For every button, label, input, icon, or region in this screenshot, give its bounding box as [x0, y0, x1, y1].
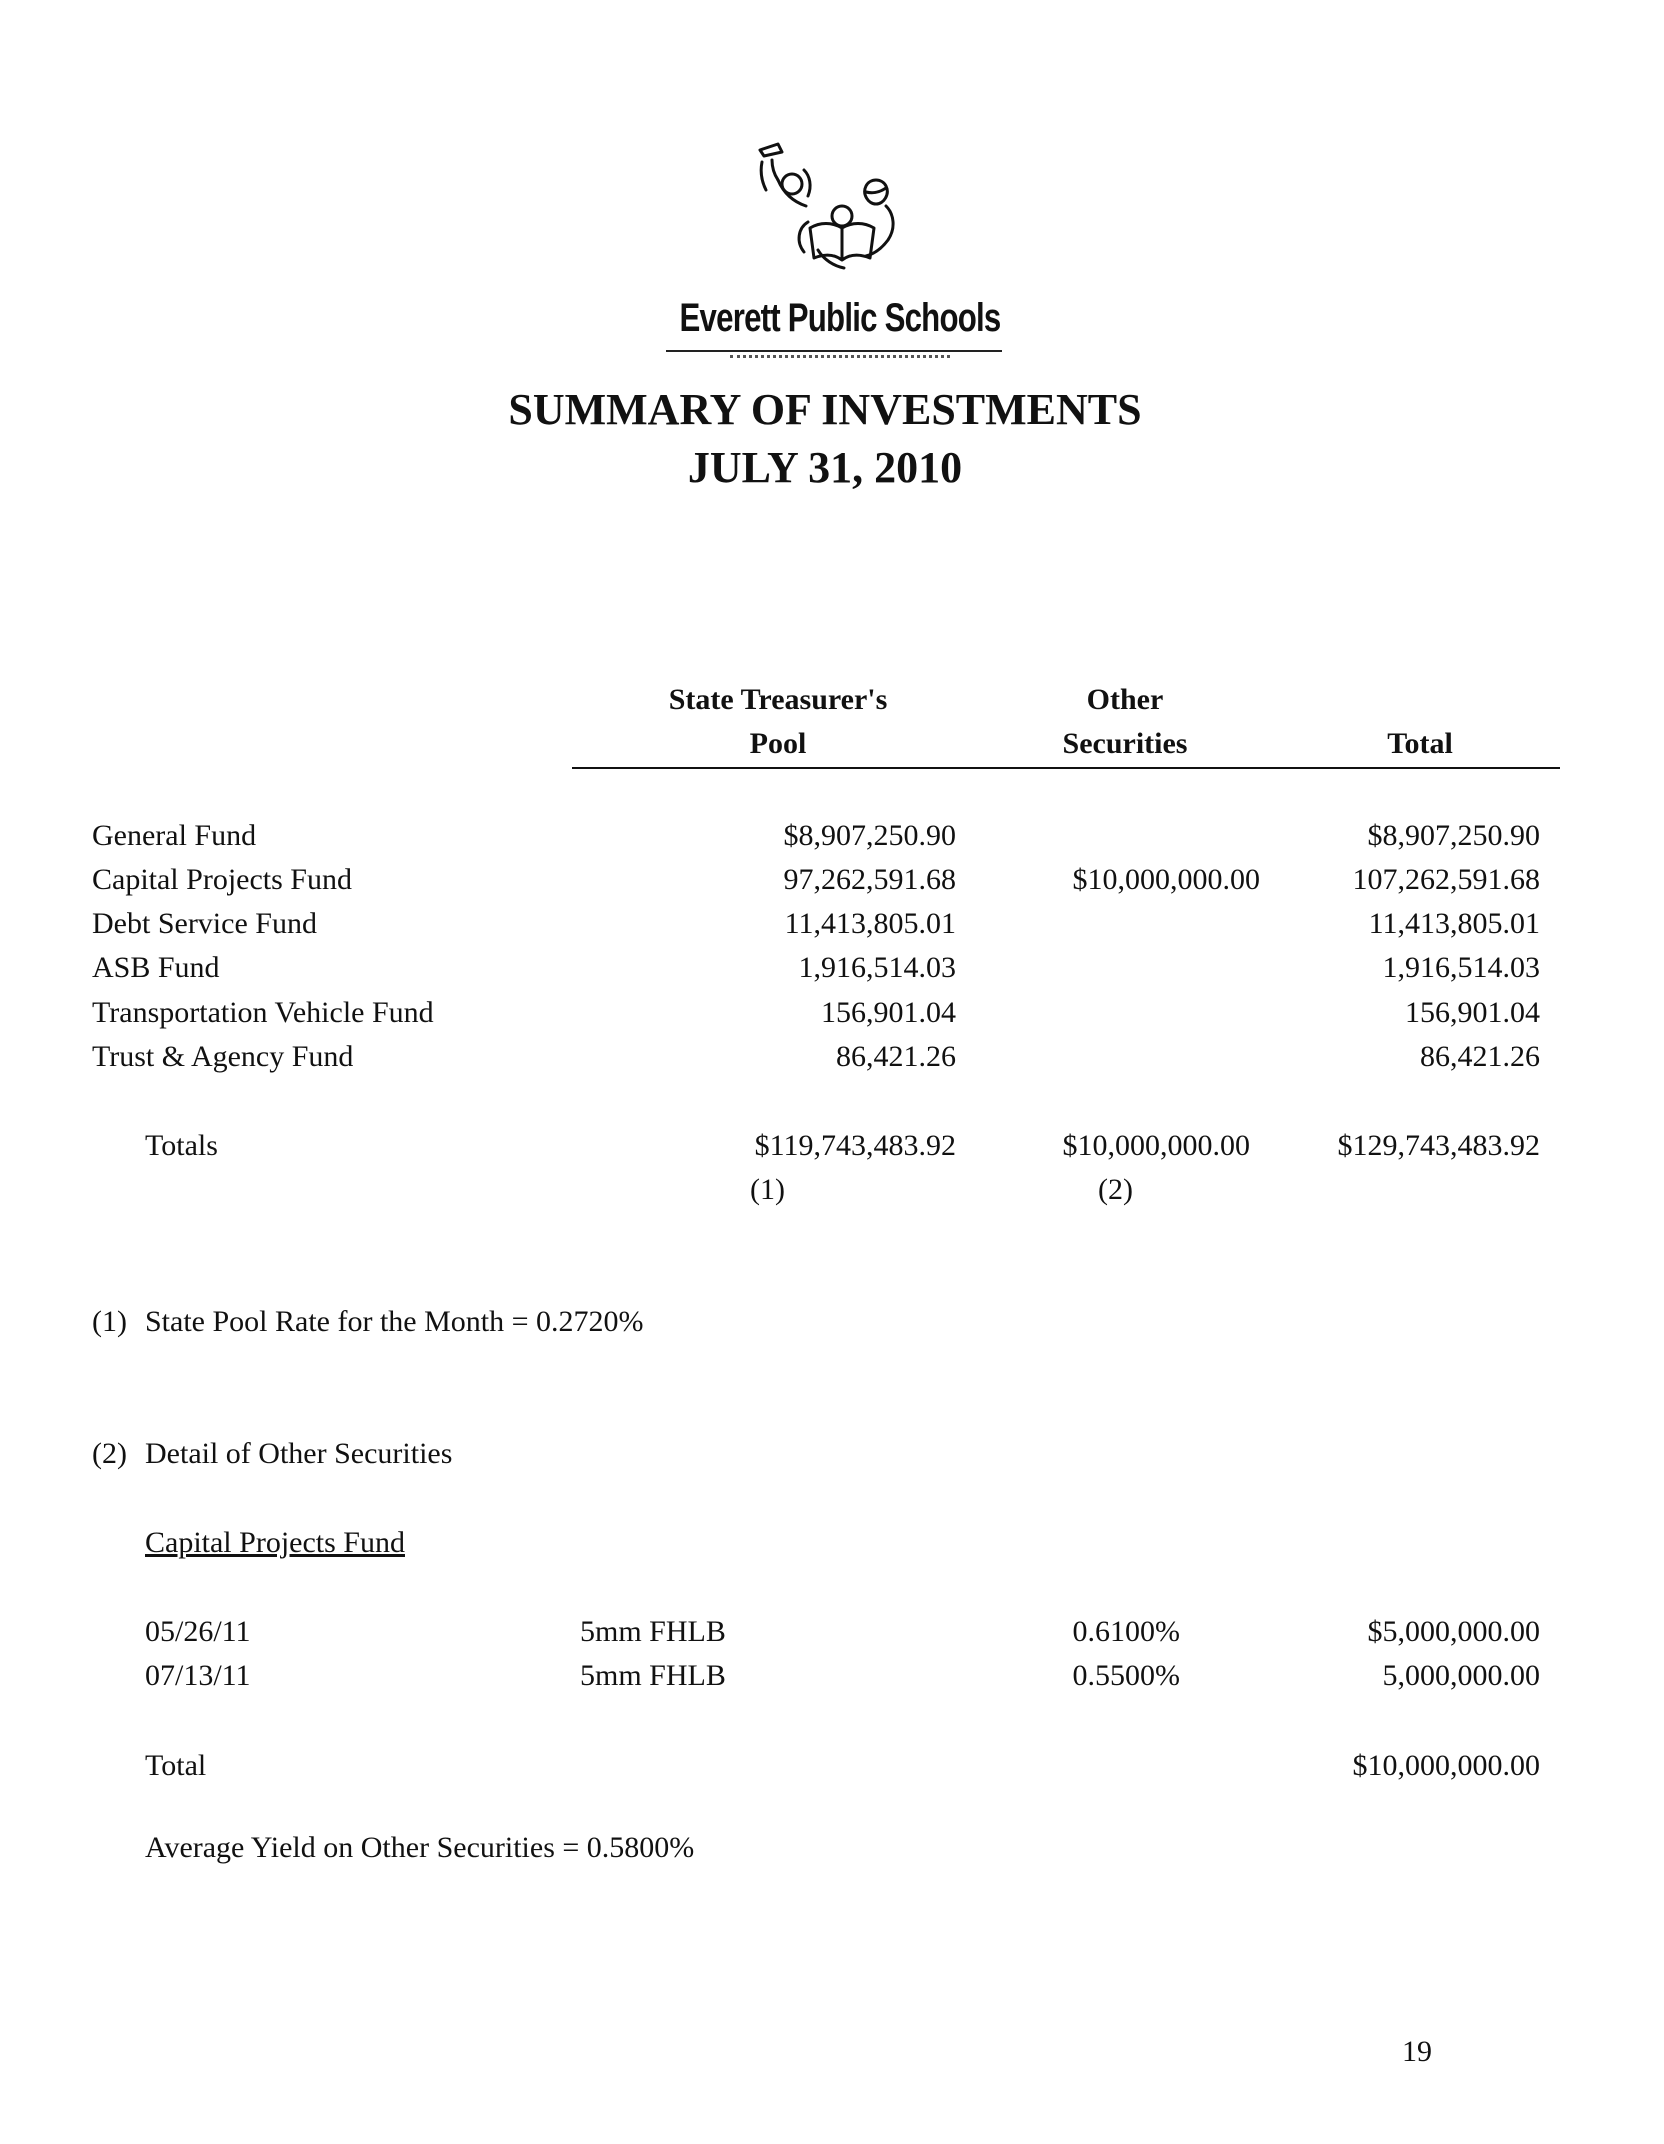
note-2-marker: (2)	[92, 1437, 127, 1470]
note-1-marker: (1)	[92, 1305, 127, 1338]
total-amount: 86,421.26	[1420, 1040, 1540, 1073]
table-row	[0, 946, 1664, 990]
pool-amount: 97,262,591.68	[783, 863, 956, 896]
detail-row	[0, 1610, 1664, 1654]
totals-label: Totals	[145, 1129, 218, 1162]
average-yield-row	[0, 1826, 1664, 1870]
totals-row	[0, 1124, 1664, 1168]
organization-underline-dotted	[730, 355, 950, 358]
pool-amount: 156,901.04	[821, 996, 956, 1029]
detail-heading: Capital Projects Fund	[145, 1526, 405, 1559]
column-header-other-line1: Other	[1086, 683, 1164, 716]
total-amount: 1,916,514.03	[1382, 951, 1540, 984]
total-amount: $8,907,250.90	[1367, 819, 1540, 852]
column-header-total	[1330, 678, 1510, 766]
document-date: JULY 31, 2010	[687, 443, 963, 492]
table-row	[0, 814, 1664, 858]
fund-name: Capital Projects Fund	[92, 863, 352, 896]
average-yield: Average Yield on Other Securities = 0.5800%	[145, 1831, 695, 1864]
column-header-pool-line2: Pool	[749, 727, 807, 760]
totals-total: $129,743,483.92	[1337, 1129, 1540, 1162]
organization-underline	[666, 350, 1002, 352]
detail-date: 05/26/11	[145, 1615, 251, 1648]
detail-total-label: Total	[145, 1749, 207, 1782]
pool-amount: 86,421.26	[836, 1040, 956, 1073]
column-header-other-line2: Securities	[1062, 727, 1188, 760]
pool-amount: $8,907,250.90	[783, 819, 956, 852]
detail-amount: 5,000,000.00	[1382, 1659, 1540, 1692]
detail-description: 5mm FHLB	[580, 1659, 726, 1692]
table-row	[0, 991, 1664, 1035]
pool-amount: 1,916,514.03	[798, 951, 956, 984]
detail-amount: $5,000,000.00	[1367, 1615, 1540, 1648]
detail-rate: 0.5500%	[1072, 1659, 1180, 1692]
column-header-total-line2: Total	[1387, 727, 1453, 760]
organization-name: Everett Public Schools	[679, 296, 1001, 340]
total-amount: 11,413,805.01	[1368, 907, 1540, 940]
fund-name: Transportation Vehicle Fund	[92, 996, 434, 1029]
pool-note-marker: (1)	[750, 1173, 785, 1206]
note-2-text: Detail of Other Securities	[145, 1437, 453, 1470]
total-amount: 156,901.04	[1405, 996, 1540, 1029]
fund-name: Debt Service Fund	[92, 907, 317, 940]
fund-name: Trust & Agency Fund	[92, 1040, 354, 1073]
detail-total-row	[0, 1744, 1664, 1788]
column-header-pool	[612, 678, 944, 766]
page-number: 19	[1402, 2035, 1432, 2068]
table-row	[0, 858, 1664, 902]
detail-description: 5mm FHLB	[580, 1615, 726, 1648]
note-1	[0, 1300, 1664, 1344]
totals-pool: $119,743,483.92	[754, 1129, 956, 1162]
pool-amount: 11,413,805.01	[784, 907, 956, 940]
column-header-total-line1	[1330, 678, 1510, 722]
note-2	[0, 1432, 1664, 1476]
header-rule	[572, 767, 1560, 769]
column-header-other	[1020, 678, 1230, 766]
detail-rate: 0.6100%	[1072, 1615, 1180, 1648]
document-title: SUMMARY OF INVESTMENTS	[508, 385, 1142, 434]
total-amount: 107,262,591.68	[1352, 863, 1540, 896]
table-row	[0, 1035, 1664, 1079]
note-1-text: State Pool Rate for the Month = 0.2720%	[145, 1305, 644, 1338]
detail-date: 07/13/11	[145, 1659, 251, 1692]
detail-total-amount: $10,000,000.00	[1352, 1749, 1540, 1782]
other-amount: $10,000,000.00	[1072, 863, 1260, 896]
fund-name: ASB Fund	[92, 951, 220, 984]
other-note-marker: (2)	[1098, 1173, 1133, 1206]
fund-name: General Fund	[92, 819, 257, 852]
children-reading-logo-icon	[748, 140, 928, 280]
detail-row	[0, 1654, 1664, 1698]
totals-other: $10,000,000.00	[1062, 1129, 1250, 1162]
detail-heading-row	[0, 1521, 1664, 1565]
table-row	[0, 902, 1664, 946]
column-header-pool-line1: State Treasurer's	[668, 683, 888, 716]
totals-notes-row	[0, 1168, 1664, 1212]
